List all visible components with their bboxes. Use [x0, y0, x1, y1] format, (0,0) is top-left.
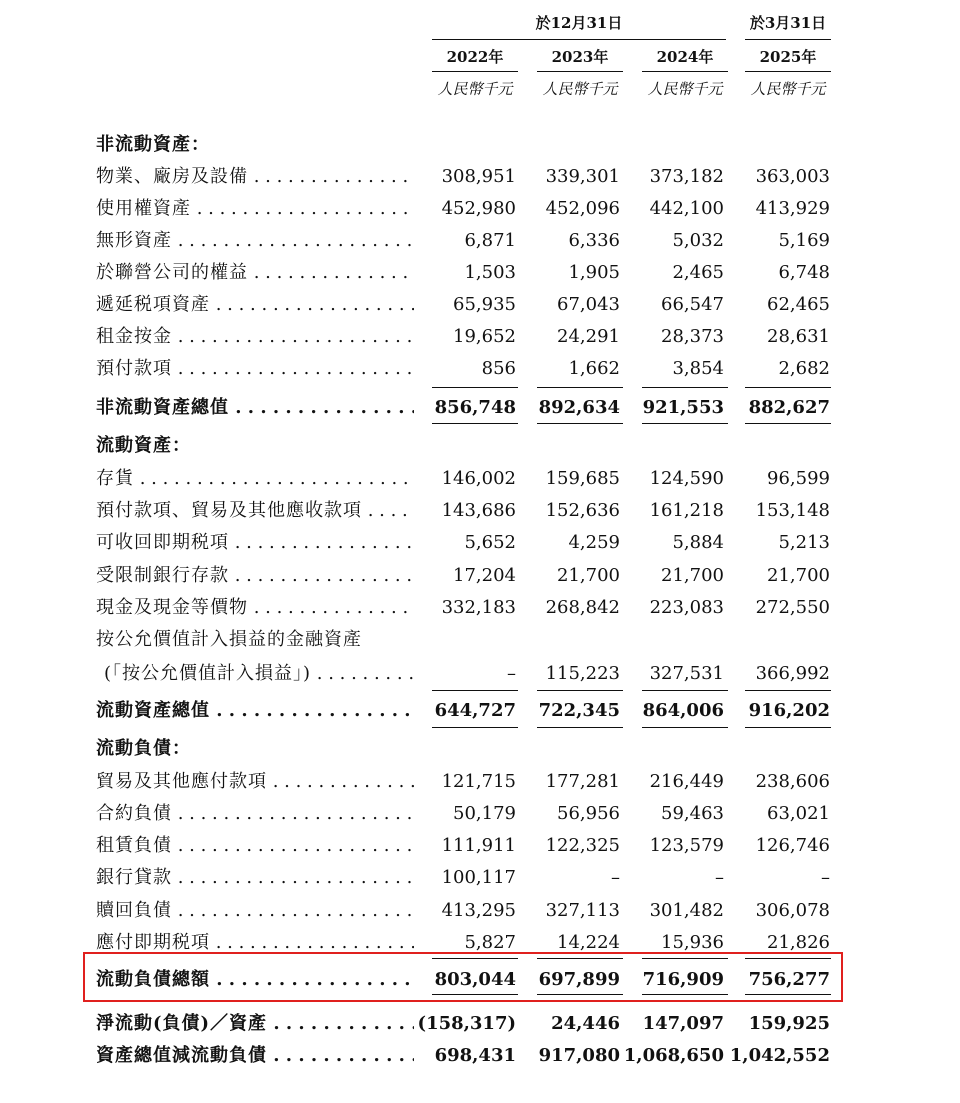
subtotal-rule	[642, 387, 728, 388]
unit-label: 人民幣千元	[542, 80, 618, 98]
total-rule	[537, 423, 623, 424]
value-2025: 366,992	[755, 663, 830, 684]
value-2024: –	[715, 867, 724, 888]
value-2022: 856,748	[434, 397, 516, 418]
row-label: 租金按金 . . .	[96, 321, 414, 353]
value-2025: 2,682	[778, 358, 830, 379]
section-heading-current-assets: 流動資產：	[96, 435, 191, 456]
total-rule	[745, 423, 831, 424]
row-label: 物業、廠房及設備 . . .	[96, 161, 414, 193]
value-2022: 19,652	[453, 326, 516, 347]
value-2023: 56,956	[557, 803, 620, 824]
value-2024: 864,006	[642, 700, 724, 721]
value-2022: 50,179	[453, 803, 516, 824]
value-2024: 124,590	[649, 468, 724, 489]
table-row	[0, 592, 960, 624]
value-2023: 917,080	[538, 1045, 620, 1066]
value-2022: 644,727	[434, 700, 516, 721]
value-2022: 121,715	[441, 771, 516, 792]
value-2023: 892,634	[538, 397, 620, 418]
table-row	[0, 161, 960, 193]
value-2024: 15,936	[661, 932, 724, 953]
value-2025: 756,277	[748, 969, 830, 990]
value-2024: 1,068,650	[623, 1045, 724, 1066]
year-header-2024: 2024年	[642, 46, 728, 72]
value-2022: 146,002	[441, 468, 516, 489]
total-rule	[642, 727, 728, 728]
row-label: 租賃負債 . . .	[96, 830, 414, 862]
value-2024: 716,909	[642, 969, 724, 990]
value-2024: 5,884	[672, 532, 724, 553]
row-label: 受限制銀行存款 . . .	[96, 560, 414, 592]
row-label: 贖回負債 . . .	[96, 895, 414, 927]
subtotal-rule	[432, 387, 518, 388]
value-2023: 152,636	[545, 500, 620, 521]
row-label: 按公允價值計入損益的金融資產	[96, 629, 362, 650]
value-2025: 126,746	[755, 835, 830, 856]
value-2023: 697,899	[538, 969, 620, 990]
value-2023: 4,259	[568, 532, 620, 553]
subtotal-rule	[745, 387, 831, 388]
table-row	[0, 830, 960, 862]
value-2022: 1,503	[464, 262, 516, 283]
value-2022: 413,295	[441, 900, 516, 921]
row-label: 無形資產 . . .	[96, 225, 414, 257]
value-2022: 100,117	[441, 867, 516, 888]
row-label: 使用權資產 . . .	[96, 193, 414, 225]
value-2025: 159,925	[748, 1013, 830, 1034]
value-2025: 62,465	[767, 294, 830, 315]
value-2025: 1,042,552	[729, 1045, 830, 1066]
value-2023: 327,113	[545, 900, 620, 921]
value-2025: 96,599	[767, 468, 830, 489]
table-row	[0, 225, 960, 257]
value-2024: 3,854	[672, 358, 724, 379]
table-row	[0, 463, 960, 495]
row-label: 貿易及其他應付款項 . . .	[96, 766, 414, 798]
value-2023: 67,043	[557, 294, 620, 315]
header-group-dec31: 於12月31日	[432, 12, 726, 40]
value-2025: 882,627	[748, 397, 830, 418]
row-label: 現金及現金等價物 . . .	[96, 592, 414, 624]
total-row-noncurrent-assets	[0, 392, 960, 424]
value-2023: 122,325	[545, 835, 620, 856]
value-2022: 5,827	[464, 932, 516, 953]
section-heading-current-liabilities: 流動負債：	[96, 738, 191, 759]
value-2024: 123,579	[649, 835, 724, 856]
value-2022: 143,686	[441, 500, 516, 521]
value-2023: 339,301	[545, 166, 620, 187]
table-row	[0, 895, 960, 927]
row-label: 流動資產總值 . . .	[96, 695, 414, 727]
value-2022: (158,317)	[417, 1013, 516, 1034]
value-2025: 153,148	[755, 500, 830, 521]
value-2022: 5,652	[464, 532, 516, 553]
value-2024: 5,032	[672, 230, 724, 251]
table-row	[0, 766, 960, 798]
row-label: 存貨 . . .	[96, 463, 414, 495]
value-2023: –	[611, 867, 620, 888]
subtotal-rule	[745, 690, 831, 691]
row-label: 遞延税項資產 . . .	[96, 289, 414, 321]
total-rule	[745, 727, 831, 728]
total-rule	[432, 423, 518, 424]
value-2023: 722,345	[538, 700, 620, 721]
value-2025: 63,021	[767, 803, 830, 824]
value-2025: 363,003	[755, 166, 830, 187]
table-row	[0, 193, 960, 225]
value-2022: 111,911	[441, 835, 516, 856]
value-2023: 24,291	[557, 326, 620, 347]
value-2022: 856	[481, 358, 516, 379]
value-2025: 306,078	[755, 900, 830, 921]
table-row	[0, 527, 960, 559]
total-rule	[642, 423, 728, 424]
subtotal-rule	[642, 690, 728, 691]
value-2023: 452,096	[545, 198, 620, 219]
value-2022: 803,044	[434, 969, 516, 990]
year-header-2022: 2022年	[432, 46, 518, 72]
table-row	[0, 495, 960, 527]
value-2024: 373,182	[649, 166, 724, 187]
total-assets-less-current-liabilities-row	[0, 1040, 960, 1072]
value-2025: 413,929	[755, 198, 830, 219]
table-row	[0, 321, 960, 353]
year-header-2025: 2025年	[745, 46, 831, 72]
value-2022: 6,871	[464, 230, 516, 251]
section-heading-noncurrent-assets: 非流動資產：	[96, 134, 210, 155]
header-group-mar31: 於3月31日	[745, 12, 831, 40]
value-2022: 308,951	[441, 166, 516, 187]
table-row	[0, 624, 960, 656]
value-2023: 1,662	[568, 358, 620, 379]
value-2022: 65,935	[453, 294, 516, 315]
value-2022: 698,431	[434, 1045, 516, 1066]
value-2023: 177,281	[545, 771, 620, 792]
value-2025: 5,213	[778, 532, 830, 553]
value-2023: 159,685	[545, 468, 620, 489]
value-2025: 28,631	[767, 326, 830, 347]
value-2023: 115,223	[545, 663, 620, 684]
value-2024: 28,373	[661, 326, 724, 347]
year-header-2023: 2023年	[537, 46, 623, 72]
value-2025: 6,748	[778, 262, 830, 283]
row-label: 非流動資產總值 . . .	[96, 392, 414, 424]
value-2025: 21,826	[767, 932, 830, 953]
total-row-current-assets	[0, 695, 960, 727]
value-2024: 216,449	[649, 771, 724, 792]
value-2023: 24,446	[551, 1013, 620, 1034]
value-2023: 14,224	[557, 932, 620, 953]
row-label: (「按公允價值計入損益」) . . .	[104, 658, 414, 690]
value-2023: 1,905	[568, 262, 620, 283]
row-label: 預付款項、貿易及其他應收款項 . . .	[96, 495, 414, 527]
value-2024: 921,553	[642, 397, 724, 418]
unit-label: 人民幣千元	[437, 80, 513, 98]
value-2025: 272,550	[755, 597, 830, 618]
table-row	[0, 289, 960, 321]
value-2024: 59,463	[661, 803, 724, 824]
highlight-box	[83, 952, 843, 1002]
value-2025: –	[821, 867, 830, 888]
unit-label: 人民幣千元	[647, 80, 723, 98]
row-label: 流動負債總額 . . .	[96, 964, 414, 996]
total-rule	[537, 727, 623, 728]
value-2024: 147,097	[642, 1013, 724, 1034]
value-2023: 268,842	[545, 597, 620, 618]
value-2024: 223,083	[649, 597, 724, 618]
table-row	[0, 353, 960, 385]
value-2025: 916,202	[748, 700, 830, 721]
row-label: 資產總值減流動負債 . . .	[96, 1040, 414, 1072]
value-2025: 5,169	[778, 230, 830, 251]
table-row	[0, 862, 960, 894]
row-label: 可收回即期税項 . . .	[96, 527, 414, 559]
value-2024: 442,100	[649, 198, 724, 219]
table-row	[0, 560, 960, 592]
row-label: 合約負債 . . .	[96, 798, 414, 830]
table-row	[0, 257, 960, 289]
subtotal-rule	[432, 690, 518, 691]
value-2024: 161,218	[649, 500, 724, 521]
row-label: 於聯營公司的權益 . . .	[96, 257, 414, 289]
row-label: 應付即期税項 . . .	[96, 927, 414, 959]
value-2024: 301,482	[649, 900, 724, 921]
value-2025: 21,700	[767, 565, 830, 586]
value-2024: 66,547	[661, 294, 724, 315]
value-2023: 6,336	[568, 230, 620, 251]
value-2022: 17,204	[453, 565, 516, 586]
value-2024: 327,531	[649, 663, 724, 684]
subtotal-rule	[537, 387, 623, 388]
row-label: 淨流動(負債)／資產 . . .	[96, 1008, 414, 1040]
value-2025: 238,606	[755, 771, 830, 792]
table-row	[0, 798, 960, 830]
value-2022: 452,980	[441, 198, 516, 219]
row-label: 銀行貸款 . . .	[96, 862, 414, 894]
total-rule	[432, 727, 518, 728]
subtotal-rule	[537, 690, 623, 691]
value-2024: 2,465	[672, 262, 724, 283]
value-2024: 21,700	[661, 565, 724, 586]
unit-label: 人民幣千元	[750, 80, 826, 98]
value-2023: 21,700	[557, 565, 620, 586]
net-current-row	[0, 1008, 960, 1040]
value-2022: –	[507, 663, 516, 684]
value-2022: 332,183	[441, 597, 516, 618]
table-row	[0, 658, 960, 690]
row-label: 預付款項 . . .	[96, 353, 414, 385]
